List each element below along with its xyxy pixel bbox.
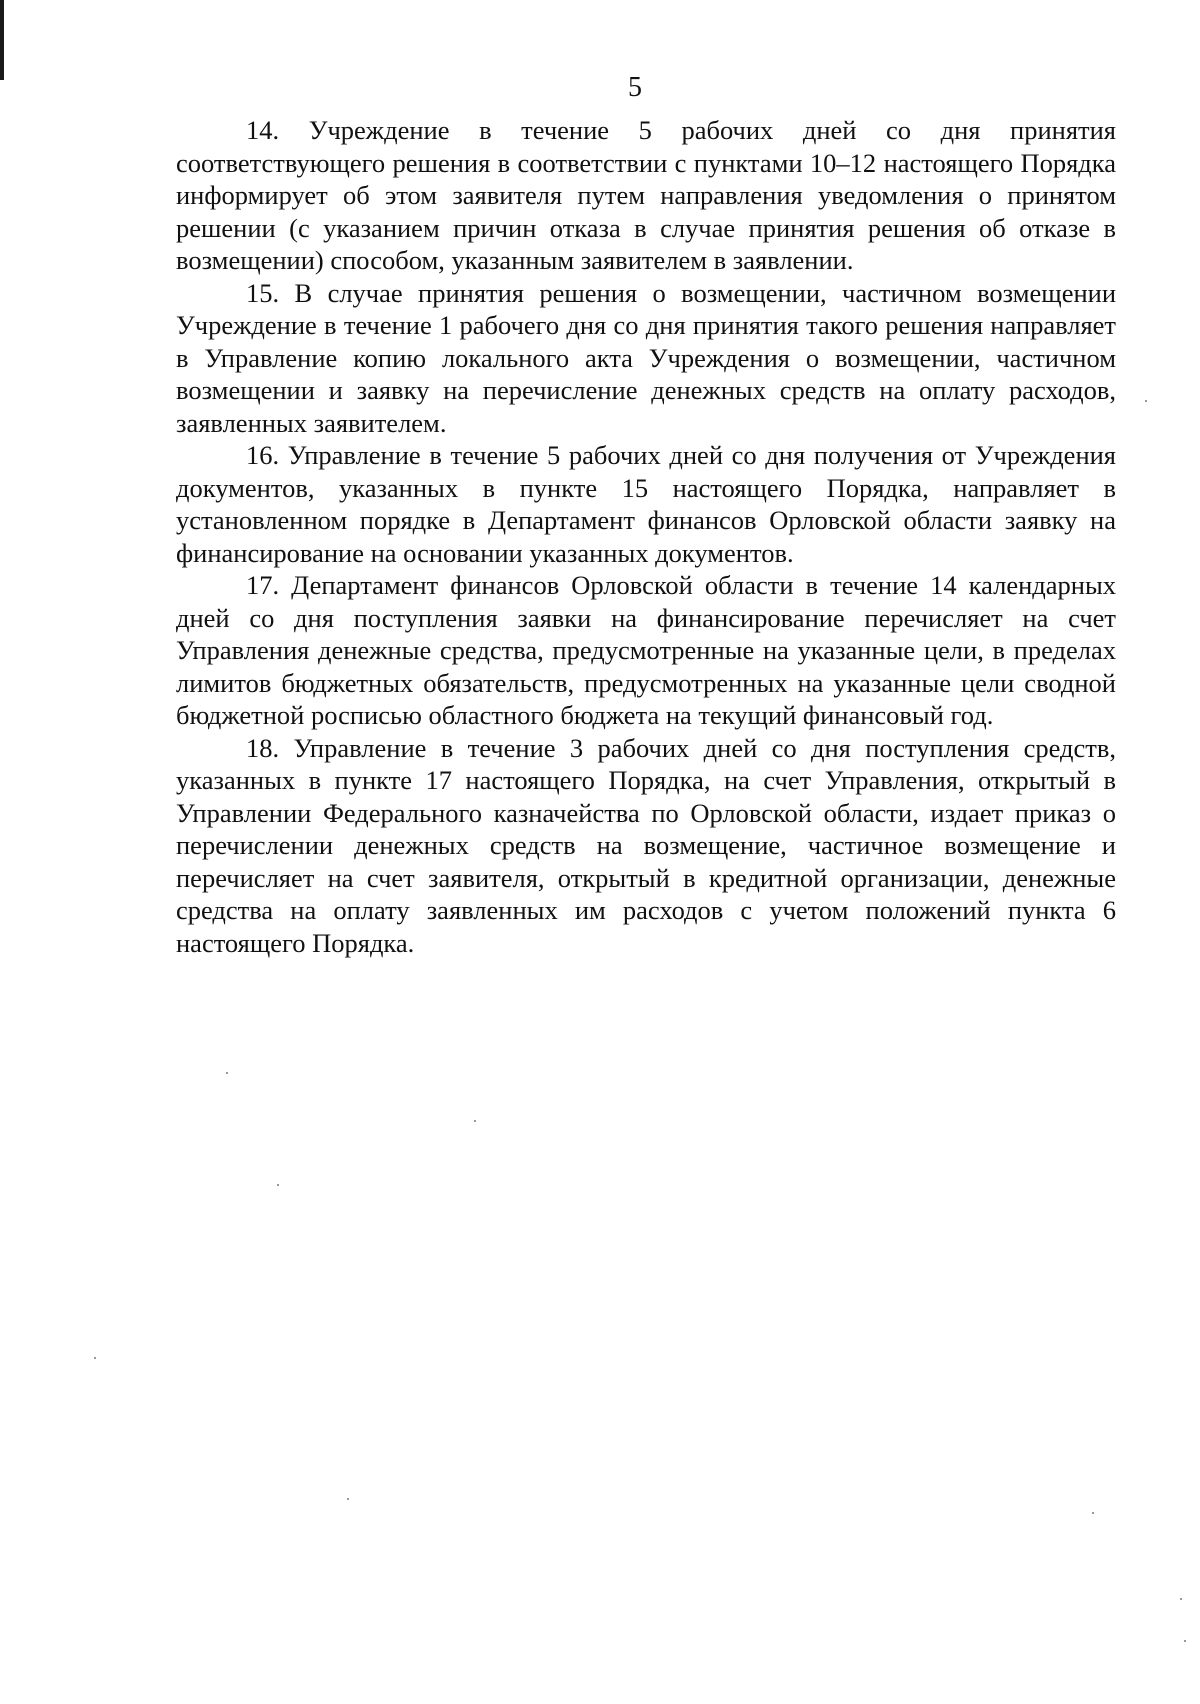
scan-speck <box>94 1357 96 1359</box>
scan-speck <box>1184 1640 1186 1642</box>
clause-14: 14. Учреждение в течение 5 рабочих дней со дня принятия соответствующего решения в соответствии с пунктами 10–12 настоящего Порядка информирует об этом заявителя путем направления уведомления о принятом решении (с указанием причин отказа в случае принятия решения об отказе в возмещении) способом, указанным заявителем в заявлении. <box>176 115 1116 275</box>
page-number: 5 <box>628 72 642 103</box>
scan-speck <box>226 1072 228 1074</box>
clause-17: 17. Департамент финансов Орловской области в течение 14 календарных дней со дня поступления заявки на финансирование перечисляет на счет Управления денежные средства, предусмотренные на указанные цели, в пределах лимитов бюджетных обязательств, предусмотренных на указанные цели сводной бюджетной росписью областного бюджета на текущий финансовый год. <box>176 570 1116 730</box>
clause-16: 16. Управление в течение 5 рабочих дней со дня получения от Учреждения документов, указанных в пункте 15 настоящего Порядка, направляет в установленном порядке в Департамент финансов Орловской области заявку на финансирование на основании указанных документов. <box>176 440 1116 568</box>
scan-edge-mark <box>0 0 4 80</box>
scan-speck <box>277 1184 279 1186</box>
scan-speck <box>1145 400 1147 402</box>
scan-speck <box>474 1120 476 1122</box>
scan-speck <box>1092 1512 1094 1514</box>
scan-speck <box>347 1498 349 1500</box>
clause-18: 18. Управление в течение 3 рабочих дней со дня поступления средств, указанных в пункте 17 настоящего Порядка, на счет Управления, открытый в Управлении Федерального казначейства по Орловской области, издает приказ о перечислении денежных средств на возмещение, частичное возмещение и перечисляет на счет заявителя, открытый в кредитной организации, денежные средства на оплату заявленных им расходов с учетом положений пункта 6 настоящего Порядка. <box>176 732 1116 958</box>
scan-speck <box>1180 1598 1182 1600</box>
document-body <box>176 114 1116 959</box>
clause-15: 15. В случае принятия решения о возмещении, частичном возмещении Учреждение в течение 1 рабочего дня со дня принятия такого решения направляет в Управление копию локального акта Учреждения о возмещении, частичном возмещении и заявку на перечисление денежных средств на оплату расходов, заявленных заявителем. <box>176 277 1116 438</box>
